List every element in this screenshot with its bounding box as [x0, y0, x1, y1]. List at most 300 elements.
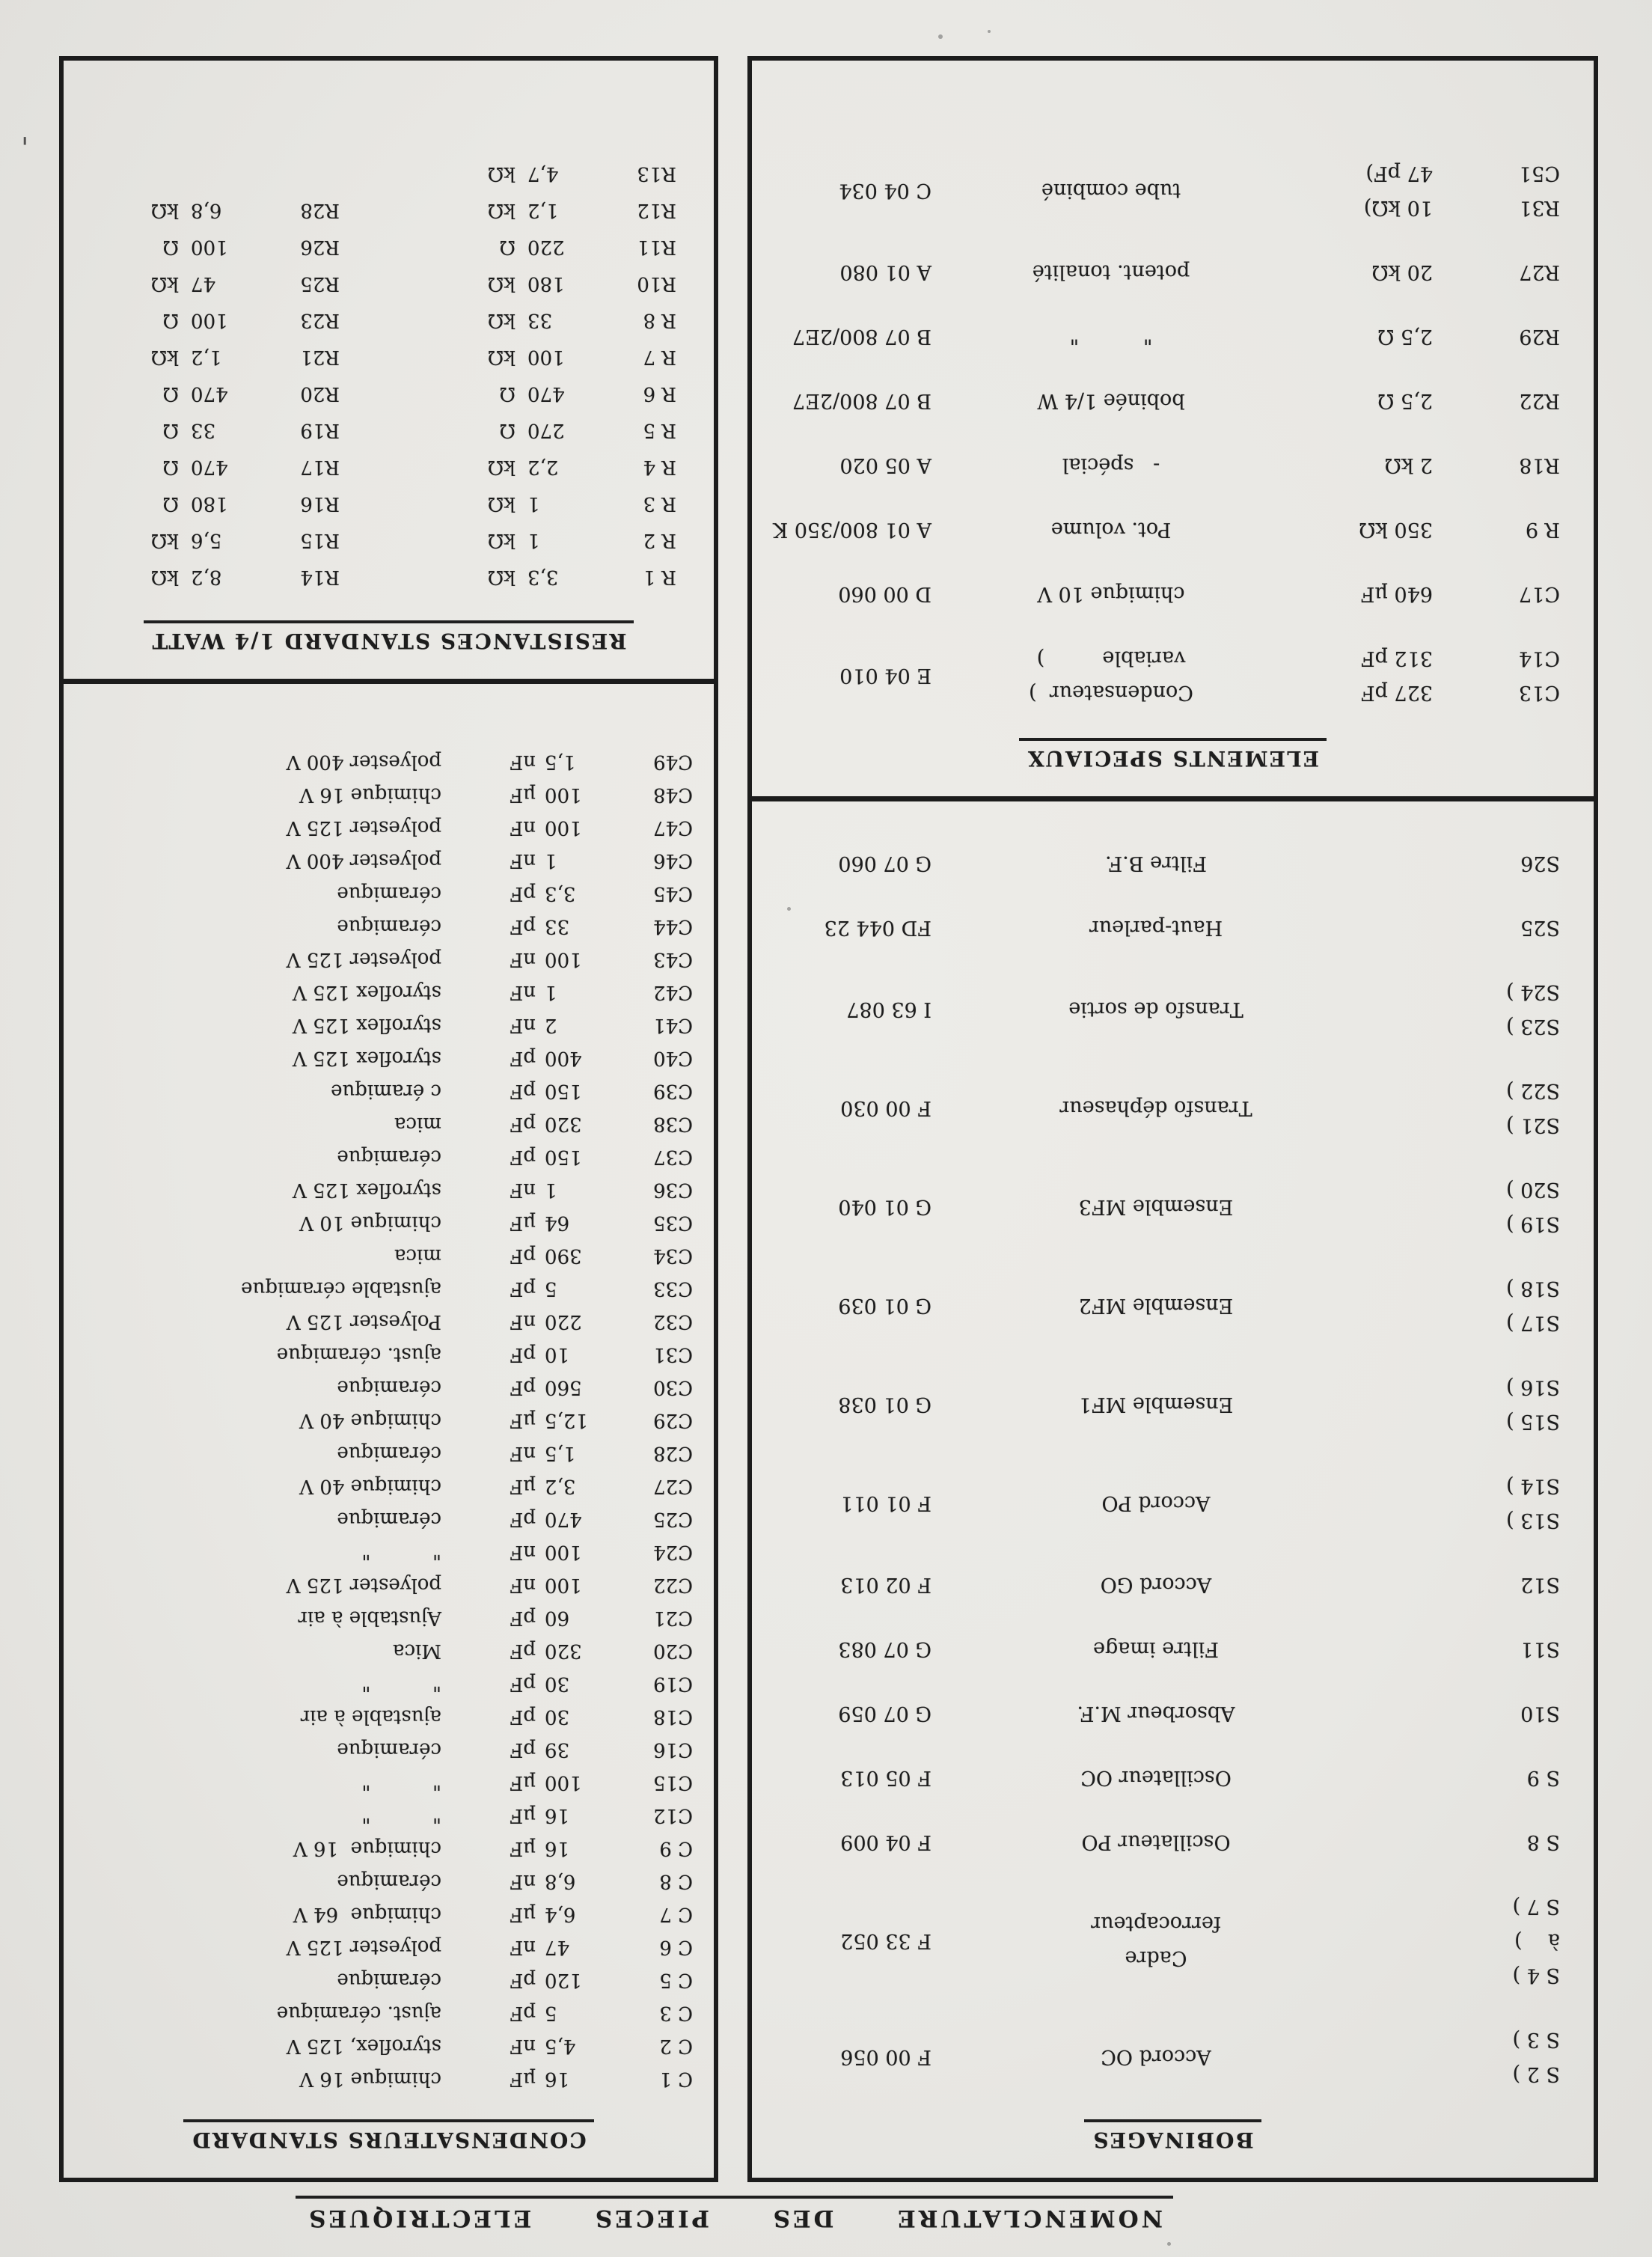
- part-unit: pF: [510, 1146, 536, 1168]
- part-unit: Ω: [499, 419, 516, 442]
- part-desc: chimique 16 V: [299, 784, 441, 806]
- part-unit: µF: [510, 1837, 536, 1860]
- part-row: [774, 448, 1560, 482]
- part-value: 39: [545, 1738, 570, 1761]
- part-ref: S18 ): [1506, 1277, 1560, 1300]
- part-desc: [931, 254, 1291, 289]
- part-ref: C47: [653, 816, 693, 839]
- section-resistances: [59, 56, 718, 683]
- part-desc-line: Accord PO: [1101, 1491, 1211, 1515]
- part-refs: [1433, 2022, 1560, 2091]
- resistor-row: [79, 558, 340, 595]
- part-unit: Ω: [499, 382, 516, 405]
- resistor-row: [362, 558, 676, 595]
- part-ref: S13 ): [1506, 1509, 1560, 1532]
- capacitor-row: [79, 1700, 693, 1733]
- part-refs: [1433, 641, 1560, 709]
- part-code: D 00 060: [838, 582, 931, 605]
- resistor-row: [79, 192, 340, 228]
- part-row: [774, 1172, 1560, 1241]
- part-unit: pF: [510, 1673, 536, 1695]
- part-code: F 05 013: [840, 1766, 931, 1789]
- part-refs: [1433, 1696, 1560, 1730]
- resistor-row: [362, 192, 676, 228]
- part-unit: µF: [510, 784, 536, 806]
- part-desc: polyester 125 V: [286, 948, 441, 971]
- part-desc-line: tube combiné: [1041, 179, 1181, 202]
- part-desc: [931, 448, 1291, 482]
- capacitor-row: [79, 1470, 693, 1503]
- part-refs: [1433, 1760, 1560, 1795]
- part-code: E 04 010: [839, 664, 931, 687]
- part-ref: C14: [1518, 647, 1560, 670]
- part-desc-line: Oscillateur PO: [1081, 1830, 1231, 1854]
- part-value: 1,2: [191, 346, 222, 368]
- part-row: [774, 1271, 1560, 1340]
- part-unit: nF: [510, 849, 536, 872]
- part-value: 100: [191, 236, 228, 258]
- part-unit: kΩ: [487, 529, 516, 552]
- part-unit: nF: [510, 1442, 536, 1465]
- part-ref: R 1: [643, 566, 676, 588]
- part-desc-line: Ensemble MF2: [1078, 1294, 1234, 1317]
- part-ref: R14: [300, 566, 340, 588]
- part-unit: nF: [510, 981, 536, 1004]
- part-desc-line: " ": [1069, 325, 1153, 348]
- part-unit: nF: [510, 1014, 536, 1036]
- part-unit: nF: [510, 1936, 536, 1958]
- part-value: 3,3: [527, 566, 559, 588]
- part-desc: polyester 400 V: [286, 849, 441, 872]
- part-ref: S14 ): [1506, 1474, 1560, 1497]
- part-value: 470: [191, 382, 228, 405]
- part-unit: pF: [510, 1113, 536, 1135]
- part-desc: mica: [394, 1244, 441, 1267]
- part-value: 47: [191, 272, 216, 295]
- capacitor-row: [79, 1865, 693, 1898]
- part-ref: R 7: [643, 346, 676, 368]
- part-desc: [931, 1387, 1433, 1421]
- part-value: 2,5 Ω: [1377, 389, 1433, 412]
- part-desc: polyester 125 V: [286, 816, 441, 839]
- elements-speciaux-header: ELEMENTS SPECIAUX: [1019, 738, 1327, 771]
- part-ref: C 7: [659, 1903, 693, 1925]
- part-ref: C40: [653, 1047, 693, 1069]
- resistor-row: [79, 375, 340, 412]
- part-code: F 00 030: [840, 1096, 931, 1120]
- part-ref: R20: [300, 382, 340, 405]
- part-desc: styroflex 125 V: [293, 1014, 441, 1036]
- part-value: 100: [545, 1771, 582, 1794]
- part-ref: C12: [653, 1804, 693, 1827]
- part-ref: C24: [653, 1541, 693, 1563]
- part-code: C 04 034: [839, 179, 931, 202]
- part-desc: céramique: [337, 1376, 441, 1399]
- part-code: B 07 800/2E7: [792, 389, 931, 412]
- part-value: 5,6: [191, 529, 222, 552]
- part-unit: µF: [510, 1903, 536, 1925]
- part-ref: C13: [1518, 681, 1560, 704]
- condensateurs-rows: [64, 745, 714, 2098]
- part-row: [774, 1760, 1560, 1795]
- part-desc: chimique 64 V: [293, 1903, 441, 1925]
- part-unit: pF: [510, 1607, 536, 1629]
- part-value: 640 µF: [1360, 582, 1433, 605]
- part-unit: µF: [510, 1212, 536, 1234]
- part-code: G 07 083: [838, 1637, 931, 1661]
- scan-speck: [1167, 2242, 1171, 2246]
- elements-rows: [752, 156, 1594, 717]
- part-desc: céramique: [337, 1870, 441, 1893]
- part-refs: [1433, 1271, 1560, 1340]
- part-unit: Ω: [162, 382, 179, 405]
- part-unit: Ω: [499, 236, 516, 258]
- part-desc-line: Cadre: [1125, 1946, 1187, 1970]
- part-unit: pF: [510, 1705, 536, 1728]
- part-desc: chimique 10 V: [299, 1212, 441, 1234]
- part-unit: nF: [510, 1179, 536, 1201]
- part-ref: S17 ): [1506, 1311, 1560, 1334]
- scan-stray-mark: ': [21, 132, 29, 165]
- part-desc: polyester 125 V: [286, 1936, 441, 1958]
- part-desc: [931, 1824, 1433, 1859]
- part-desc-line: Transfo de sortie: [1068, 998, 1243, 1021]
- resistor-row: [362, 522, 676, 558]
- part-desc: ajust. céramique: [276, 2002, 441, 2024]
- part-refs: [1433, 1073, 1560, 1142]
- part-ref: C19: [653, 1673, 693, 1695]
- part-ref: R23: [300, 309, 340, 332]
- part-value: 4,7: [527, 162, 559, 185]
- part-unit: kΩ: [487, 492, 516, 515]
- part-desc: " ": [361, 1541, 441, 1563]
- part-unit: kΩ: [487, 346, 516, 368]
- part-unit: pF: [510, 2002, 536, 2024]
- part-ref: S 3 ): [1512, 2028, 1560, 2051]
- part-ref: C36: [653, 1179, 693, 1201]
- part-desc: polyester 400 V: [286, 751, 441, 773]
- part-desc-line: chimique 10 V: [1037, 582, 1185, 605]
- part-refs: [1433, 448, 1560, 482]
- part-desc: [931, 1288, 1433, 1322]
- part-row: [774, 512, 1560, 546]
- part-ref: C48: [653, 784, 693, 806]
- part-value: 220: [545, 1310, 582, 1333]
- part-desc: [931, 319, 1291, 353]
- part-desc: [931, 1760, 1433, 1795]
- part-ref: S 7 ): [1512, 1895, 1560, 1918]
- part-unit: kΩ: [487, 309, 516, 332]
- part-desc: [931, 576, 1291, 611]
- part-ref: S20 ): [1506, 1178, 1560, 1201]
- part-value: 1,2: [527, 199, 559, 222]
- part-desc: [931, 910, 1433, 944]
- part-unit: pF: [510, 1047, 536, 1069]
- part-ref: R13: [637, 162, 676, 185]
- part-value: 16: [545, 1837, 570, 1860]
- part-desc-line: Accord GO: [1100, 1573, 1212, 1596]
- part-value: 100: [545, 784, 582, 806]
- section-condensateurs: [59, 679, 718, 2182]
- part-value: 16: [545, 1804, 570, 1827]
- part-value: 3,2: [545, 1475, 576, 1497]
- part-ref: S11: [1520, 1637, 1560, 1661]
- part-desc: céramique: [337, 882, 441, 905]
- part-ref: C39: [653, 1080, 693, 1102]
- part-ref: C30: [653, 1376, 693, 1399]
- part-code: G 07 060: [838, 852, 931, 875]
- part-row: [774, 319, 1560, 353]
- capacitor-row: [79, 1371, 693, 1404]
- part-row: [774, 641, 1560, 709]
- part-desc: [931, 1090, 1433, 1125]
- part-code: F 01 011: [840, 1491, 931, 1515]
- part-row: [774, 254, 1560, 289]
- part-refs: [1433, 974, 1560, 1043]
- part-desc: céramique: [337, 1508, 441, 1530]
- scan-speck: [938, 34, 943, 39]
- part-ref: C20: [653, 1640, 693, 1662]
- part-row: [774, 1567, 1560, 1601]
- part-desc: [931, 512, 1291, 546]
- capacitor-row: [79, 811, 693, 844]
- part-ref: C 6: [659, 1936, 693, 1958]
- part-unit: pF: [510, 882, 536, 905]
- part-value: 6,8: [191, 199, 222, 222]
- part-value: 100: [545, 1541, 582, 1563]
- capacitor-row: [79, 1437, 693, 1470]
- part-ref: R15: [300, 529, 340, 552]
- part-ref: S23 ): [1506, 1015, 1560, 1038]
- part-desc: c éramique: [331, 1080, 441, 1102]
- capacitor-row: [79, 1569, 693, 1601]
- part-code: A 01 800/350 K: [773, 518, 931, 541]
- section-elements-speciaux: [747, 56, 1598, 801]
- part-desc: ajust. céramique: [276, 1343, 441, 1366]
- part-desc: [931, 383, 1291, 418]
- part-ref: R 5: [643, 419, 676, 442]
- part-row: [774, 1824, 1560, 1859]
- part-values: [1291, 512, 1433, 546]
- part-desc-line: Ensemble MF3: [1078, 1195, 1234, 1218]
- part-desc: [931, 1485, 1433, 1520]
- part-ref: C41: [653, 1014, 693, 1036]
- part-row: [774, 1696, 1560, 1730]
- part-value: 400: [545, 1047, 582, 1069]
- capacitor-row: [79, 1338, 693, 1371]
- part-row: [774, 1889, 1560, 1992]
- part-ref: C31: [653, 1343, 693, 1366]
- part-value: 2 kΩ: [1384, 453, 1433, 477]
- part-desc-line: Filtre B.F.: [1105, 852, 1207, 875]
- part-desc-line: potent. tonalité: [1032, 260, 1190, 284]
- part-unit: kΩ: [487, 566, 516, 588]
- part-unit: pF: [510, 1969, 536, 1991]
- part-desc: [931, 2039, 1433, 2074]
- part-ref: C 8: [659, 1870, 693, 1893]
- part-unit: µF: [510, 1409, 536, 1432]
- part-values: [1291, 448, 1433, 482]
- part-value: 30: [545, 1705, 570, 1728]
- part-desc: [931, 641, 1291, 709]
- part-ref: C37: [653, 1146, 693, 1168]
- part-row: [774, 974, 1560, 1043]
- resistor-row: [362, 412, 676, 448]
- part-value: 560: [545, 1376, 582, 1399]
- part-ref: R10: [637, 272, 676, 295]
- capacitor-row: [79, 745, 693, 778]
- capacitor-row: [79, 1898, 693, 1931]
- part-unit: kΩ: [150, 272, 179, 295]
- part-desc: polyester 125 V: [286, 1574, 441, 1596]
- part-desc-line: - spécial: [1062, 453, 1160, 477]
- part-unit: kΩ: [487, 456, 516, 478]
- part-ref: C49: [653, 751, 693, 773]
- part-ref: R26: [300, 236, 340, 258]
- part-code: A 05 020: [839, 453, 931, 477]
- part-ref: R17: [300, 456, 340, 478]
- capacitor-row: [79, 1404, 693, 1437]
- part-value: 1,5: [545, 1442, 576, 1465]
- part-code: FD 044 23: [824, 916, 931, 939]
- part-desc-line: Haut-parleur: [1089, 916, 1223, 939]
- part-desc: [931, 1696, 1433, 1730]
- part-desc: " ": [361, 1771, 441, 1794]
- part-ref: R27: [1519, 260, 1560, 284]
- part-ref: R18: [1519, 453, 1560, 477]
- part-value: 5: [545, 1277, 557, 1300]
- part-values: [1291, 319, 1433, 353]
- part-code: B 07 800/2E7: [792, 325, 931, 348]
- part-row: [774, 383, 1560, 418]
- part-desc: céramique: [337, 1738, 441, 1761]
- part-ref: R 9: [1525, 518, 1560, 541]
- part-desc-line: Pot. volume: [1050, 518, 1172, 541]
- part-unit: kΩ: [487, 199, 516, 222]
- part-unit: µF: [510, 1804, 536, 1827]
- part-ref: R22: [1519, 389, 1560, 412]
- part-ref: S 2 ): [1512, 2062, 1560, 2086]
- capacitor-row: [79, 943, 693, 976]
- scan-speck: [787, 907, 791, 911]
- part-ref: R29: [1519, 325, 1560, 348]
- part-desc: chimique 16 V: [299, 2068, 441, 2090]
- resistances-header: RESISTANCES STANDARD 1/4 WATT: [144, 620, 634, 653]
- part-ref: R 4: [643, 456, 676, 478]
- resistances-col-right: [79, 155, 362, 595]
- part-value: 60: [545, 1607, 570, 1629]
- part-ref: S21 ): [1506, 1114, 1560, 1137]
- part-row: [774, 2022, 1560, 2091]
- part-unit: pF: [510, 1343, 536, 1366]
- bobinages-rows: [752, 846, 1594, 2098]
- part-refs: [1433, 576, 1560, 611]
- part-ref: C 3: [659, 2002, 693, 2024]
- part-value: 6,4: [545, 1903, 576, 1925]
- part-value: 30: [545, 1673, 570, 1695]
- part-ref: S10: [1520, 1702, 1560, 1725]
- part-ref: S15 ): [1506, 1410, 1560, 1433]
- part-unit: nF: [510, 1310, 536, 1333]
- part-desc: " ": [361, 1804, 441, 1827]
- part-ref: C16: [653, 1738, 693, 1761]
- resistor-row: [79, 302, 340, 338]
- part-unit: µF: [510, 2068, 536, 2090]
- part-desc: céramique: [337, 915, 441, 938]
- resistor-row: [362, 375, 676, 412]
- capacitor-row: [79, 1964, 693, 1997]
- part-desc: céramique: [337, 1146, 441, 1168]
- part-unit: kΩ: [487, 272, 516, 295]
- part-row: [774, 1631, 1560, 1666]
- part-unit: Ω: [162, 236, 179, 258]
- part-refs: [1433, 512, 1560, 546]
- part-ref: S26: [1520, 852, 1560, 875]
- part-unit: nF: [510, 2035, 536, 2057]
- capacitor-row: [79, 1239, 693, 1272]
- part-desc-line: bobinée 1/4 W: [1037, 389, 1185, 412]
- part-value: 120: [545, 1969, 582, 1991]
- part-row: [774, 1073, 1560, 1142]
- part-value: 1,5: [545, 751, 576, 773]
- part-desc: Mica: [393, 1640, 441, 1662]
- part-ref: C33: [653, 1277, 693, 1300]
- part-unit: nF: [510, 751, 536, 773]
- part-ref: S 9: [1526, 1766, 1560, 1789]
- scan-speck: [988, 30, 991, 33]
- part-ref: C15: [653, 1771, 693, 1794]
- part-desc: Ajustable à air: [298, 1607, 441, 1629]
- capacitor-row: [79, 2062, 693, 2095]
- part-desc: [931, 173, 1291, 207]
- part-ref: C35: [653, 1212, 693, 1234]
- part-value: 2,2: [527, 456, 559, 478]
- part-value: 100: [545, 1574, 582, 1596]
- resistor-row: [79, 522, 340, 558]
- part-value: 1: [527, 529, 540, 552]
- part-code: F 00 056: [840, 2045, 931, 2068]
- part-value: 47: [545, 1936, 570, 1958]
- part-desc: styroflex 125 V: [293, 1047, 441, 1069]
- part-desc-line: Transfo déphaseur: [1059, 1096, 1252, 1120]
- part-ref: S22 ): [1506, 1079, 1560, 1102]
- part-value: 470: [191, 456, 228, 478]
- part-desc: " ": [361, 1673, 441, 1695]
- part-value: 33: [191, 419, 216, 442]
- part-desc-line: Oscillateur OC: [1080, 1766, 1232, 1789]
- resistor-row: [362, 155, 676, 192]
- part-value: 270: [527, 419, 565, 442]
- part-desc: chimique 16 V: [293, 1837, 441, 1860]
- part-code: G 01 038: [838, 1393, 931, 1416]
- part-ref: C17: [1518, 582, 1560, 605]
- part-unit: pF: [510, 1080, 536, 1102]
- capacitor-row: [79, 1799, 693, 1832]
- part-values: [1291, 383, 1433, 418]
- part-value: 33: [527, 309, 553, 332]
- section-bobinages: [747, 797, 1598, 2182]
- part-value: 350 kΩ: [1359, 518, 1433, 541]
- capacitor-row: [79, 1305, 693, 1338]
- part-code: F 02 013: [840, 1573, 931, 1596]
- part-value: 320: [545, 1640, 582, 1662]
- part-ref: R11: [637, 236, 676, 258]
- part-ref: C38: [653, 1113, 693, 1135]
- part-ref: R16: [300, 492, 340, 515]
- part-refs: [1433, 1468, 1560, 1537]
- part-value: 390: [545, 1244, 582, 1267]
- part-desc-line: variable ): [1036, 647, 1186, 670]
